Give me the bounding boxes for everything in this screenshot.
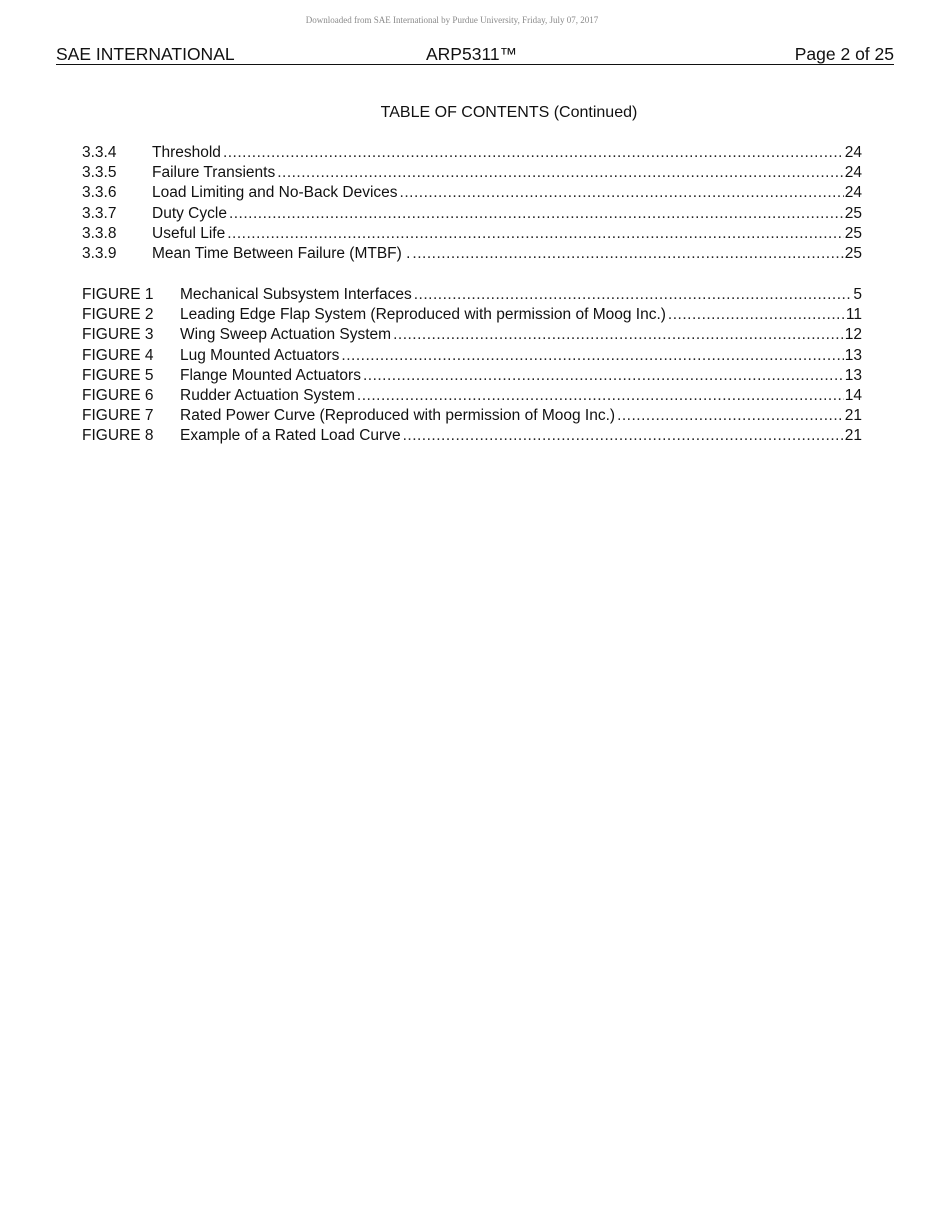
- toc-entry-title: Rated Power Curve (Reproduced with permission of Moog Inc.): [180, 407, 616, 425]
- toc-entry-title: Duty Cycle: [152, 204, 227, 222]
- toc-entry-number: FIGURE 3: [82, 326, 154, 344]
- dot-leader: [617, 406, 844, 426]
- toc-entry-number: FIGURE 8: [82, 427, 154, 445]
- toc-section-row[interactable]: [82, 143, 862, 163]
- toc-entry-page: 21: [844, 407, 862, 425]
- toc-entry-title: Threshold: [152, 144, 221, 161]
- toc-entry-title: Wing Sweep Actuation System: [180, 326, 392, 344]
- dot-leader: [412, 244, 843, 264]
- toc-entry-number: FIGURE 2: [82, 306, 154, 324]
- toc-entry-page: 12: [844, 326, 862, 344]
- toc-entry-number: 3.3.8: [82, 224, 117, 242]
- dot-leader: [668, 305, 845, 325]
- toc-entry-page: 25: [844, 244, 862, 262]
- toc-figure-row[interactable]: [82, 305, 862, 325]
- toc-entry-number: 3.3.5: [82, 164, 117, 182]
- toc-entry-title: Flange Mounted Actuators: [180, 366, 361, 384]
- toc-entry-page: 25: [844, 224, 862, 242]
- toc-section-row[interactable]: [82, 244, 862, 264]
- dot-leader: [277, 163, 844, 183]
- header-organization: SAE INTERNATIONAL: [56, 44, 235, 64]
- header-page-number: Page 2 of 25: [794, 44, 894, 64]
- toc-entry-number: FIGURE 5: [82, 366, 154, 384]
- toc-entry-title: Rudder Actuation System: [180, 386, 355, 404]
- toc-entry-page: 24: [844, 144, 862, 161]
- download-watermark: Downloaded from SAE International by Purdue University, Friday, July 07, 2017: [305, 15, 599, 25]
- toc-entry-title: Mechanical Subsystem Interfaces: [180, 286, 412, 303]
- toc-entry-number: FIGURE 4: [82, 346, 154, 364]
- toc-entry-number: FIGURE 6: [82, 386, 154, 404]
- toc-entry-page: 24: [844, 164, 862, 182]
- toc-entry-page: 14: [844, 386, 862, 404]
- toc-entry-number: FIGURE 1: [82, 286, 154, 303]
- toc-figure-row[interactable]: [82, 386, 862, 406]
- toc-entry-page: 11: [845, 306, 862, 324]
- toc-entry-number: 3.3.9: [82, 244, 117, 262]
- dot-leader: [223, 143, 844, 163]
- toc-entry-number: FIGURE 7: [82, 407, 154, 425]
- dot-leader: [227, 224, 844, 244]
- dot-leader: [341, 346, 843, 366]
- toc-section-row[interactable]: [82, 204, 862, 224]
- toc-entry-page: 5: [853, 286, 862, 303]
- toc-entry-number: 3.3.6: [82, 184, 117, 202]
- dot-leader: [414, 285, 853, 305]
- dot-leader: [229, 204, 844, 224]
- toc-entry-page: 13: [844, 346, 862, 364]
- toc-entry-title: Example of a Rated Load Curve: [180, 427, 401, 445]
- toc-entry-title: Useful Life: [152, 224, 226, 242]
- toc-section-row[interactable]: [82, 163, 862, 183]
- toc-section-row[interactable]: [82, 224, 862, 244]
- toc-figure-row[interactable]: [82, 346, 862, 366]
- toc-entry-title: Leading Edge Flap System (Reproduced with permission of Moog Inc.): [180, 306, 666, 324]
- dot-leader: [400, 183, 844, 203]
- toc-figures-list: [82, 285, 862, 447]
- page-header: [56, 44, 894, 65]
- dot-leader: [363, 366, 844, 386]
- toc-figure-row[interactable]: [82, 406, 862, 426]
- toc-section-row[interactable]: [82, 183, 862, 203]
- toc-sections-list: [82, 143, 862, 264]
- toc-entry-page: 21: [844, 427, 862, 445]
- toc-entry-title: Lug Mounted Actuators: [180, 346, 340, 364]
- toc-entry-number: 3.3.4: [82, 144, 117, 161]
- dot-leader: [403, 426, 844, 446]
- toc-entry-title: Mean Time Between Failure (MTBF) .: [152, 244, 411, 262]
- toc-entry-page: 24: [844, 184, 862, 202]
- toc-figure-row[interactable]: [82, 285, 862, 305]
- toc-figure-row[interactable]: [82, 325, 862, 345]
- toc-entry-page: 13: [844, 366, 862, 384]
- toc-entry-number: 3.3.7: [82, 204, 117, 222]
- toc-entry-title: Load Limiting and No-Back Devices: [152, 184, 398, 202]
- toc-figure-row[interactable]: [82, 426, 862, 446]
- toc-entry-page: 25: [844, 204, 862, 222]
- toc-entry-title: Failure Transients: [152, 164, 276, 182]
- toc-figure-row[interactable]: [82, 366, 862, 386]
- toc-title: TABLE OF CONTENTS (Continued): [380, 104, 638, 121]
- dot-leader: [393, 325, 844, 345]
- dot-leader: [357, 386, 844, 406]
- header-document-id: ARP5311™: [426, 44, 518, 64]
